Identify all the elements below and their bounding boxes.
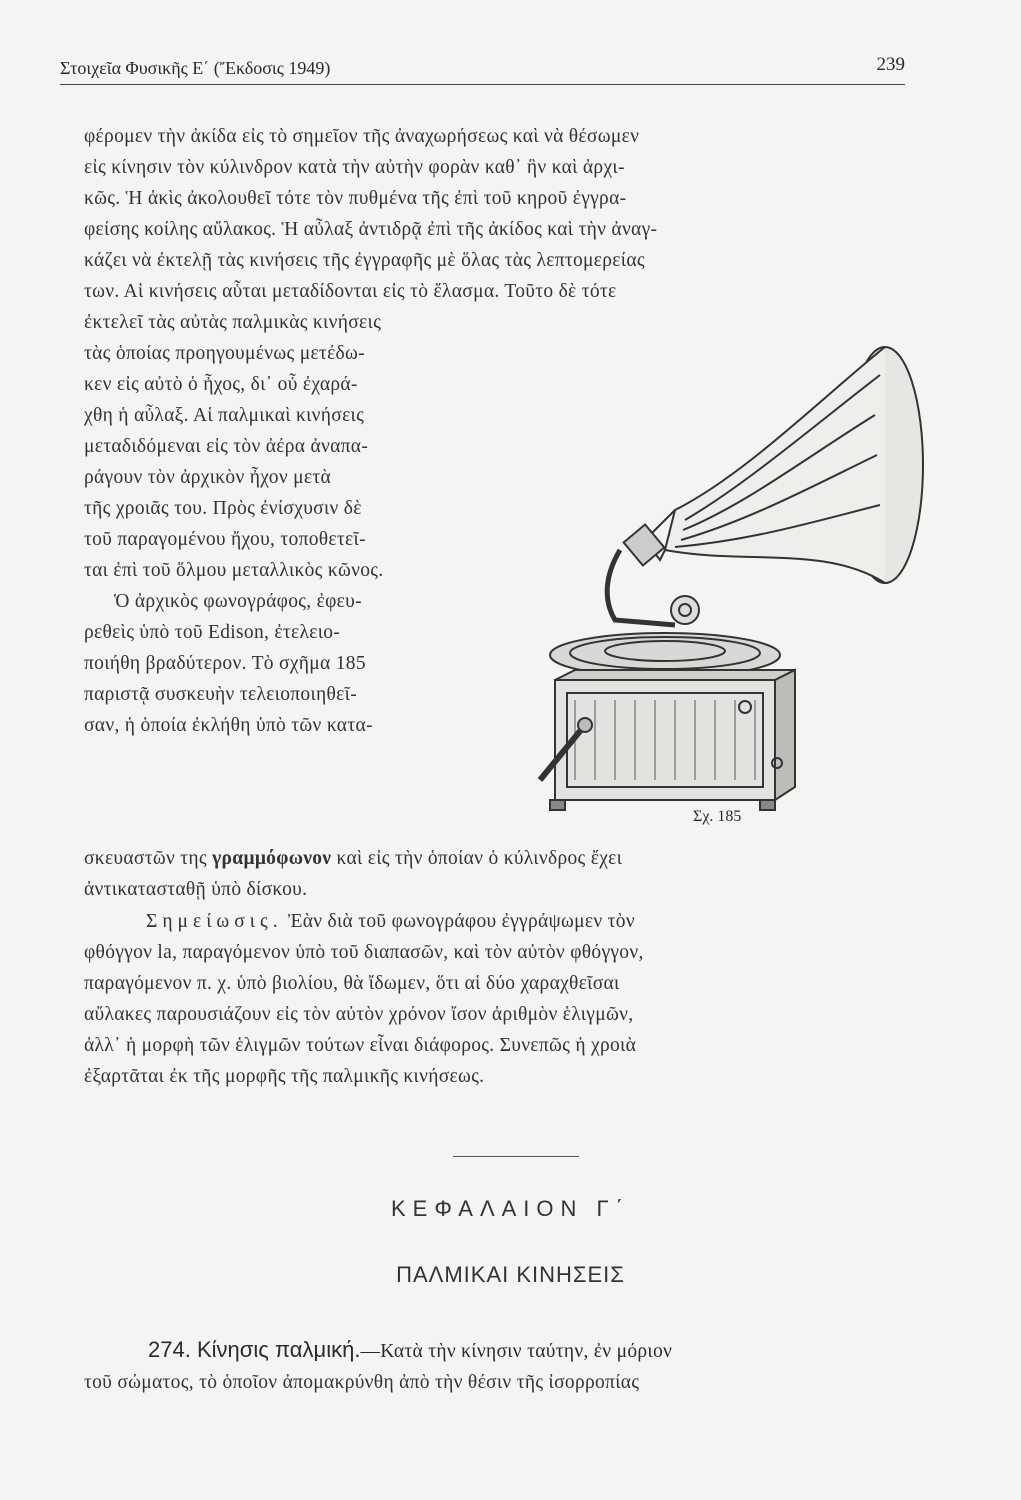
text-line: παριστᾷ συσκευὴν τελειοποιηθεῖ-: [84, 684, 357, 705]
header-title: Στοιχεῖα Φυσικῆς Ε΄ (Ἔκδοσις 1949): [60, 58, 331, 78]
section-divider: [453, 1156, 579, 1157]
text-line: σαν, ἡ ὁποία ἐκλήθη ὑπὸ τῶν κατα-: [84, 715, 373, 736]
gramophone-term: γραμμόφωνον: [212, 848, 332, 869]
text-line: Ὁ ἀρχικὸς φωνογράφος, ἐφευ-: [114, 591, 362, 612]
text-line: των. Αἱ κινήσεις αὗται μεταδίδονται εἰς τὸ ἔλασμα. Τοῦτο δὲ τότε: [84, 281, 617, 302]
page-number: 239: [876, 54, 905, 75]
text-line: μεταδιδόμεναι εἰς τὸν ἀέρα ἀναπα-: [84, 436, 369, 457]
text-fragment: καὶ εἰς τὴν ὁποίαν ὁ κύλινδρος ἔχει: [336, 848, 623, 869]
text-fragment: Ἐὰν διὰ τοῦ φωνογράφου ἐγγράψωμεν τὸν: [287, 911, 635, 932]
text-line: ποιήθη βραδύτερον. Τὸ σχῆμα 185: [84, 653, 366, 674]
text-line: χθη ἡ αὖλαξ. Αἱ παλμικαὶ κινήσεις: [84, 405, 365, 426]
text-line: κεν εἰς αὐτὸ ὁ ἦχος, δι᾽ οὗ ἐχαρά-: [84, 374, 358, 395]
text-line: [84, 848, 622, 870]
text-line: τοῦ σώματος, τὸ ὁποῖον ἀπομακρύνθη ἀπὸ τὴν θέσιν τῆς ἰσορροπίας: [84, 1372, 640, 1393]
text-line: τοῦ παραγομένου ἤχου, τοποθετεῖ-: [84, 529, 366, 550]
section-text: —Κατὰ τὴν κίνησιν ταύτην, ἐν μόριον: [360, 1341, 673, 1362]
section-number: 274.: [148, 1337, 191, 1362]
text-line: ράγουν τὸν ἀρχικὸν ἦχον μετὰ: [84, 467, 332, 488]
text-fragment: σκευαστῶν της: [84, 848, 207, 869]
text-line: ται ἐπὶ τοῦ ὅλμου μεταλλικὸς κῶνος.: [84, 560, 384, 581]
running-header: [60, 52, 905, 85]
text-line: φείσης κοίλης αὔλακος. Ἡ αὖλαξ ἀντιδρᾷ ἐπὶ τῆς ἀκίδος καὶ τὴν ἀναγ-: [84, 219, 658, 240]
text-line: ἐξαρτᾶται ἐκ τῆς μορφῆς τῆς παλμικῆς κινήσεως.: [84, 1066, 485, 1087]
gramophone-figure: [525, 335, 935, 815]
section-heading: [148, 1337, 672, 1363]
text-line: παραγόμενον π. χ. ὑπὸ βιολίου, θὰ ἴδωμεν, ὅτι αἱ δύο χαραχθεῖσαι: [84, 973, 620, 994]
text-line: φέρομεν τὴν ἀκίδα εἰς τὸ σημεῖον τῆς ἀναχωρήσεως καὶ νὰ θέσωμεν: [84, 126, 640, 147]
text-line: ἀντικατασταθῇ ὑπὸ δίσκου.: [84, 879, 308, 900]
note-label: Σημείωσις.: [146, 911, 283, 932]
figure-caption: Σχ. 185: [693, 808, 742, 825]
text-line: τὰς ὁποίας προηγουμένως μετέδω-: [84, 343, 365, 364]
text-line: ἀλλ᾽ ἡ μορφὴ τῶν ἑλιγμῶν τούτων εἶναι διάφορος. Συνεπῶς ἡ χροιὰ: [84, 1035, 637, 1056]
text-line: φθόγγον la, παραγόμενον ὑπὸ τοῦ διαπασῶν, καὶ τὸν αὐτὸν φθόγγον,: [84, 942, 644, 963]
text-line: αὔλακες παρουσιάζουν εἰς τὸν αὐτὸν χρόνον ἴσον ἀριθμὸν ἑλιγμῶν,: [84, 1004, 634, 1025]
text-line: κάζει νὰ ἐκτελῇ τὰς κινήσεις τῆς ἐγγραφῆς μὲ ὅλας τὰς λεπτομερείας: [84, 250, 645, 271]
text-line: εἰς κίνησιν τὸν κύλινδρον κατὰ τὴν αὐτὴν φορὰν καθ᾽ ἣν καὶ ἀρχι-: [84, 157, 625, 178]
text-line: ρεθεὶς ὑπὸ τοῦ Edison, ἐτελειο-: [84, 622, 341, 643]
chapter-label: ΚΕΦΑΛΑΙΟΝ Γ΄: [391, 1196, 630, 1221]
text-line: ἐκτελεῖ τὰς αὐτὰς παλμικὰς κινήσεις: [84, 312, 382, 333]
section-title: Κίνησις παλμική.: [196, 1337, 361, 1362]
text-line: τῆς χροιᾶς του. Πρὸς ἐνίσχυσιν δὲ: [84, 498, 362, 519]
chapter-title: ΠΑΛΜΙΚΑΙ ΚΙΝΗΣΕΙΣ: [396, 1262, 625, 1287]
text-line: [146, 911, 635, 933]
text-line: κῶς. Ἡ ἀκὶς ἀκολουθεῖ τότε τὸν πυθμένα τῆς ἐπὶ τοῦ κηροῦ ἐγγρα-: [84, 188, 627, 209]
